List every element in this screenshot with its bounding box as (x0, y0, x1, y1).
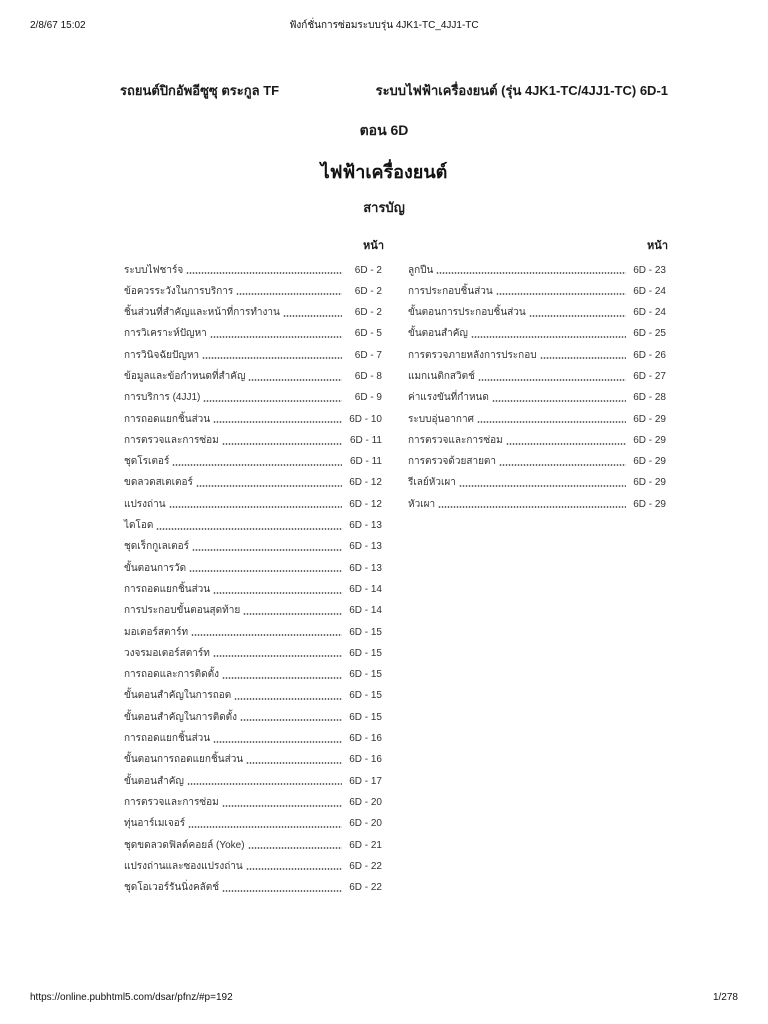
toc-entry-page: 6D - 29 (633, 456, 666, 468)
dot-leader (172, 464, 342, 466)
toc-entry-title: ระบบไฟชาร์จ (124, 264, 184, 276)
toc-entry-title: ไดโอด (124, 520, 154, 532)
document-header-left: รถยนต์ปิกอัพอีซูซุ ตระกูล TF (120, 83, 280, 98)
toc-entry-title: ชิ้นส่วนที่สำคัญและหน้าที่การทำงาน (124, 307, 280, 319)
toc-entry-title: แมกเนติกสวิตช์ (408, 370, 475, 382)
toc-entry (124, 707, 382, 728)
dot-leader (477, 421, 626, 423)
dot-leader (222, 443, 342, 445)
dot-leader (213, 421, 342, 423)
toc-entry (124, 536, 382, 557)
toc-entry (124, 622, 382, 643)
toc-entry-page: 6D - 9 (354, 392, 382, 404)
toc-entry-title: ขดลวดสเตเตอร์ (124, 477, 193, 489)
toc-entry (124, 685, 382, 706)
toc-entry-title: การประกอบชิ้นส่วน (408, 285, 493, 297)
toc-entry (124, 728, 382, 749)
toc-entry-title: ขั้นตอนการถอดแยกชิ้นส่วน (124, 754, 244, 766)
toc-entry (124, 323, 382, 344)
toc-entry (408, 281, 666, 302)
toc-entry-title: ขั้นตอนสำคัญ (408, 328, 468, 340)
dot-leader (236, 293, 342, 295)
toc-entry (124, 835, 382, 856)
toc-entry (408, 345, 666, 366)
toc-entry-page: 6D - 14 (349, 583, 382, 595)
toc-entry-page: 6D - 17 (349, 775, 382, 787)
dot-leader (243, 613, 342, 615)
toc-entry-page: 6D - 20 (349, 796, 382, 808)
dot-leader (436, 272, 626, 274)
toc-entry (124, 345, 382, 366)
toc-entry-page: 6D - 29 (633, 498, 666, 510)
toc-entry-page: 6D - 11 (349, 456, 382, 468)
toc-entry-title: การตรวจด้วยสายตา (408, 456, 497, 468)
toc-entry-page: 6D - 23 (633, 264, 666, 276)
document-header-right: ระบบไฟฟ้าเครื่องยนต์ (รุ่น 4JK1-TC/4JJ1-TC) 6D-1 (375, 83, 668, 98)
toc-entry-page: 6D - 2 (354, 307, 382, 319)
toc-entry-title: รีเลย์หัวเผา (408, 477, 456, 489)
toc-entry-page: 6D - 13 (349, 520, 382, 532)
toc-entry (408, 366, 666, 387)
toc-entry-page: 6D - 15 (349, 647, 382, 659)
document-header (120, 83, 668, 99)
print-url: https://online.pubhtml5.com/dsar/pfnz/#p=192 (30, 992, 233, 1003)
dot-leader (478, 379, 626, 381)
toc-entry-title: การตรวจและการซ่อม (124, 796, 219, 808)
dot-leader (492, 400, 626, 402)
dot-leader (191, 634, 342, 636)
toc-entry-title: ค่าแรงขันที่กำหนด (408, 392, 489, 404)
toc-entry (124, 558, 382, 579)
dot-leader (496, 293, 626, 295)
toc-entry (124, 302, 382, 323)
dot-leader (210, 336, 342, 338)
toc-entry-page: 6D - 29 (633, 477, 666, 489)
toc-entry (124, 451, 382, 472)
toc-entry (408, 472, 666, 493)
toc-entry-page: 6D - 12 (349, 477, 382, 489)
toc-entry (124, 877, 382, 898)
toc-entry-title: แปรงถ่านและซองแปรงถ่าน (124, 860, 243, 872)
toc-entry (124, 771, 382, 792)
toc-entry (124, 664, 382, 685)
toc-entry (408, 494, 666, 515)
toc-entry-title: แปรงถ่าน (124, 498, 166, 510)
toc-column-right (408, 260, 666, 516)
toc-entry-page: 6D - 15 (349, 669, 382, 681)
dot-leader (202, 357, 342, 359)
toc-entry-page: 6D - 16 (349, 733, 382, 745)
toc-entry-page: 6D - 13 (349, 541, 382, 553)
dot-leader (529, 315, 626, 317)
dot-leader (186, 272, 342, 274)
toc-entry-title: ขั้นตอนสำคัญในการติดตั้ง (124, 711, 238, 723)
toc-entry-title: การบริการ (4JJ1) (124, 392, 201, 404)
dot-leader (248, 379, 342, 381)
dot-leader (283, 315, 342, 317)
dot-leader (234, 698, 342, 700)
print-page-title: ฟังก์ชั่นการซ่อมระบบรุ่น 4JK1-TC_4JJ1-TC (289, 20, 479, 31)
toc-entry (408, 430, 666, 451)
toc-entry-page: 6D - 24 (633, 307, 666, 319)
dot-leader (189, 570, 342, 572)
dot-leader (188, 826, 342, 828)
dot-leader (196, 485, 342, 487)
toc-entry-title: การประกอบขั้นตอนสุดท้าย (124, 605, 241, 617)
toc-entry-title: ขั้นตอนสำคัญ (124, 775, 184, 787)
toc-entry (124, 430, 382, 451)
toc-entry (408, 387, 666, 408)
toc-entry-title: หัวเผา (408, 498, 436, 510)
toc-entry-page: 6D - 7 (354, 349, 382, 361)
toc-entry (408, 409, 666, 430)
toc-entry-page: 6D - 5 (354, 328, 382, 340)
toc-entry-page: 6D - 8 (354, 370, 382, 382)
toc-entry-page: 6D - 2 (354, 285, 382, 297)
page-column-label-left: หน้า (363, 240, 384, 252)
toc-entry (408, 260, 666, 281)
print-page-count: 1/278 (712, 992, 738, 1003)
toc-entry-title: การวินิจฉัยปัญหา (124, 349, 200, 361)
toc-entry-title: การถอดและการติดตั้ง (124, 669, 219, 681)
toc-entry-page: 6D - 12 (349, 498, 382, 510)
toc-entry (124, 260, 382, 281)
dot-leader (459, 485, 626, 487)
toc-entry (124, 813, 382, 834)
toc-heading: สารบัญ (363, 200, 405, 215)
toc-entry-title: ทุ่นอาร์เมเจอร์ (124, 818, 186, 830)
toc-entry-page: 6D - 2 (354, 264, 382, 276)
toc-entry (408, 302, 666, 323)
dot-leader (213, 592, 342, 594)
toc-entry-title: การตรวจและการซ่อม (408, 434, 503, 446)
toc-entry-page: 6D - 11 (349, 434, 382, 446)
toc-entry-title: ชุดขดลวดฟิลด์คอยล์ (Yoke) (124, 839, 245, 851)
toc-entry (124, 792, 382, 813)
toc-entry-page: 6D - 26 (633, 349, 666, 361)
toc-entry (408, 323, 666, 344)
dot-leader (246, 868, 342, 870)
toc-entry-page: 6D - 29 (633, 413, 666, 425)
toc-entry-title: ระบบอุ่นอากาศ (408, 413, 474, 425)
toc-entry-title: มอเตอร์สตาร์ท (124, 626, 189, 638)
dot-leader (203, 400, 342, 402)
toc-entry (124, 643, 382, 664)
toc-entry-title: ขั้นตอนการประกอบชิ้นส่วน (408, 307, 526, 319)
toc-entry-page: 6D - 29 (633, 434, 666, 446)
toc-entry-page: 6D - 13 (349, 562, 382, 574)
dot-leader (213, 655, 342, 657)
toc-entry-page: 6D - 22 (349, 860, 382, 872)
toc-entry-title: การถอดแยกชิ้นส่วน (124, 413, 211, 425)
dot-leader (438, 506, 626, 508)
toc-entry-title: ชุดโรเตอร์ (124, 456, 170, 468)
toc-entry (124, 856, 382, 877)
dot-leader (248, 847, 342, 849)
toc-entry-page: 6D - 25 (633, 328, 666, 340)
dot-leader (192, 549, 342, 551)
toc-entry-page: 6D - 16 (349, 754, 382, 766)
toc-entry-title: วงจรมอเตอร์สตาร์ท (124, 647, 210, 659)
toc-entry-title: การถอดแยกชิ้นส่วน (124, 583, 211, 595)
toc-entry-title: ชุดเร็กกูเลเตอร์ (124, 541, 190, 553)
toc-entry-page: 6D - 20 (349, 818, 382, 830)
toc-entry-page: 6D - 15 (349, 626, 382, 638)
dot-leader (246, 762, 342, 764)
toc-entry (124, 409, 382, 430)
toc-entry-page: 6D - 15 (349, 690, 382, 702)
dot-leader (506, 443, 626, 445)
page-column-label-right: หน้า (647, 240, 668, 252)
toc-entry-title: ชุดโอเวอร์รันนิ่งคลัตช์ (124, 882, 220, 894)
toc-entry-title: ขั้นตอนสำคัญในการถอด (124, 690, 232, 702)
dot-leader (222, 677, 342, 679)
dot-leader (222, 890, 342, 892)
toc-entry-page: 6D - 22 (349, 882, 382, 894)
dot-leader (213, 741, 342, 743)
dot-leader (240, 719, 342, 721)
toc-entry-title: ข้อควรระวังในการบริการ (124, 285, 234, 297)
dot-leader (540, 357, 626, 359)
toc-entry-title: ขั้นตอนการวัด (124, 562, 187, 574)
toc-entry-title: การตรวจและการซ่อม (124, 434, 219, 446)
print-datetime: 2/8/67 15:02 (30, 20, 86, 31)
dot-leader (471, 336, 626, 338)
chapter-title: ไฟฟ้าเครื่องยนต์ (320, 162, 448, 182)
toc-entry-title: การถอดแยกชิ้นส่วน (124, 733, 211, 745)
dot-leader (156, 528, 342, 530)
toc-entry (408, 451, 666, 472)
dot-leader (222, 805, 342, 807)
toc-entry (124, 494, 382, 515)
toc-entry-title: ลูกปืน (408, 264, 434, 276)
toc-entry-page: 6D - 10 (349, 413, 382, 425)
toc-entry-title: การวิเคราะห์ปัญหา (124, 328, 207, 340)
toc-entry-page: 6D - 15 (349, 711, 382, 723)
toc-entry-page: 6D - 27 (633, 370, 666, 382)
toc-entry-title: ข้อมูลและข้อกำหนดที่สำคัญ (124, 370, 246, 382)
toc-entry (124, 387, 382, 408)
toc-entry-title: การตรวจภายหลังการประกอบ (408, 349, 537, 361)
toc-entry-page: 6D - 28 (633, 392, 666, 404)
toc-entry (124, 579, 382, 600)
toc-entry-page: 6D - 24 (633, 285, 666, 297)
toc-entry-page: 6D - 14 (349, 605, 382, 617)
toc-column-left (124, 260, 382, 899)
toc-entry-page: 6D - 21 (349, 839, 382, 851)
toc-entry (124, 366, 382, 387)
toc-entry (124, 749, 382, 770)
toc-entry (124, 472, 382, 493)
dot-leader (169, 506, 342, 508)
toc-entry (124, 600, 382, 621)
dot-leader (187, 783, 342, 785)
section-label: ตอน 6D (359, 122, 409, 138)
toc-entry (124, 515, 382, 536)
toc-entry (124, 281, 382, 302)
dot-leader (499, 464, 626, 466)
